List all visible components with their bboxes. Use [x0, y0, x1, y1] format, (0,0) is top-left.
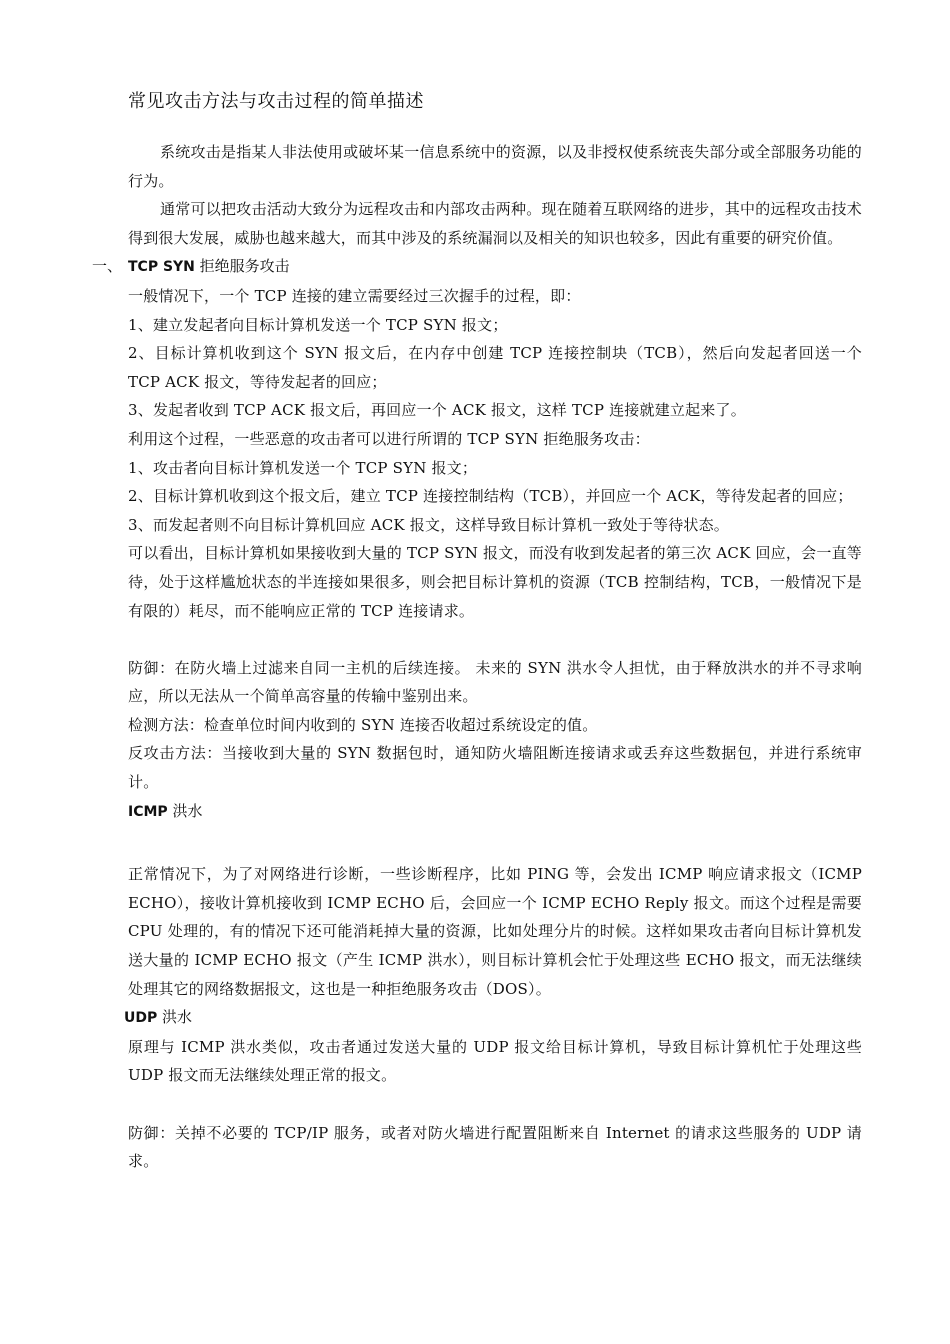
section-heading-bold: TCP SYN: [128, 259, 195, 276]
blank-line: [128, 625, 862, 654]
blank-line: [128, 1090, 862, 1119]
icmp-body: 正常情况下，为了对网络进行诊断，一些诊断程序，比如 PING 等，会发出 ICMP 响应请求报文（ICMP ECHO），接收计算机接收到 ICMP ECHO 后，会回应一个 ICMP ECHO Reply 报文。而这个过程是需要 CPU 处理的，有的情况下还可能消耗掉大量的资源，比如处理分片的时候。这样如果攻击者向目标计算机发送大量的 ICMP ECHO 报文（产生 ICMP 洪水），则目标计算机会忙于处理这些 ECHO 报文，而无法继续处理其它的网络数据报文，这也是一种拒绝服务攻击（DOS）。: [128, 865, 862, 998]
udp-defense: 防御：关掉不必要的 TCP/IP 服务，或者对防火墙进行配置阻断来自 Internet 的请求这些服务的 UDP 请求。: [128, 1123, 862, 1171]
defense-line: 防御：在防火墙上过滤来自同一主机的后续连接。 未来的 SYN 洪水令人担忧，由于释放洪水的并不寻求响应，所以无法从一个简单高容量的传输中鉴别出来。: [128, 658, 862, 706]
body-line: 可以看出，目标计算机如果接收到大量的 TCP SYN 报文，而没有收到发起者的第三次 ACK 回应，会一直等待，处于这样尴尬状态的半连接如果很多，则会把目标计算机的资源（TCB 控制结构，TCB，一般情况下是有限的）耗尽，而不能响应正常的 TCP 连接请求。: [128, 544, 862, 620]
detection-line: 检测方法：检查单位时间内收到的 SYN 连接否收超过系统设定的值。: [128, 715, 598, 734]
body-line: 2、目标计算机收到这个 SYN 报文后，在内存中创建 TCP 连接控制块（TCB），然后向发起者回送一个 TCP ACK 报文，等待发起者的回应；: [128, 344, 862, 391]
section-heading-text: 洪水: [167, 801, 203, 820]
body-line: 1、建立发起者向目标计算机发送一个 TCP SYN 报文；: [128, 315, 508, 334]
section-heading-bold: UDP: [124, 1010, 158, 1027]
counterattack-line: 反攻击方法：当接收到大量的 SYN 数据包时，通知防火墙阻断连接请求或丢弃这些数据包，并进行系统审计。: [128, 744, 862, 792]
section-heading-text: 拒绝服务攻击: [194, 257, 290, 276]
document-body: [92, 88, 862, 1176]
section-heading-udp: [124, 1003, 862, 1033]
intro-paragraph: 通常可以把攻击活动大致分为远程攻击和内部攻击两种。现在随着互联网络的进步，其中的远程攻击技术得到很大发展，威胁也越来越大，而其中涉及的系统漏洞以及相关的知识也较多，因此有重要的研究价值。: [128, 200, 862, 247]
body-line: 1、攻击者向目标计算机发送一个 TCP SYN 报文；: [128, 458, 478, 477]
body-line: 2、目标计算机收到这个报文后，建立 TCP 连接控制结构（TCB），并回应一个 ACK，等待发起者的回应；: [128, 487, 853, 506]
body-line: 利用这个过程，一些恶意的攻击者可以进行所谓的 TCP SYN 拒绝服务攻击：: [128, 429, 650, 448]
section-heading-tcp-syn: [92, 252, 862, 282]
body-line: 3、而发起者则不向目标计算机回应 ACK 报文，这样导致目标计算机一致处于等待状态。: [128, 515, 729, 534]
intro-paragraph: 系统攻击是指某人非法使用或破坏某一信息系统中的资源，以及非授权使系统丧失部分或全部服务功能的行为。: [128, 143, 862, 190]
section-heading-icmp: [128, 797, 862, 827]
blank-line: [128, 826, 862, 860]
section-heading-bold: ICMP: [128, 803, 168, 820]
body-line: 一般情况下，一个 TCP 连接的建立需要经过三次握手的过程，即：: [128, 286, 581, 305]
udp-body: 原理与 ICMP 洪水类似，攻击者通过发送大量的 UDP 报文给目标计算机，导致目标计算机忙于处理这些 UDP 报文而无法继续处理正常的报文。: [128, 1037, 862, 1085]
document-title: 常见攻击方法与攻击过程的简单描述: [128, 91, 424, 112]
section-number: 一、: [92, 257, 123, 276]
body-line: 3、发起者收到 TCP ACK 报文后，再回应一个 ACK 报文，这样 TCP 连接就建立起来了。: [128, 401, 746, 420]
section-heading-text: 洪水: [157, 1008, 193, 1027]
